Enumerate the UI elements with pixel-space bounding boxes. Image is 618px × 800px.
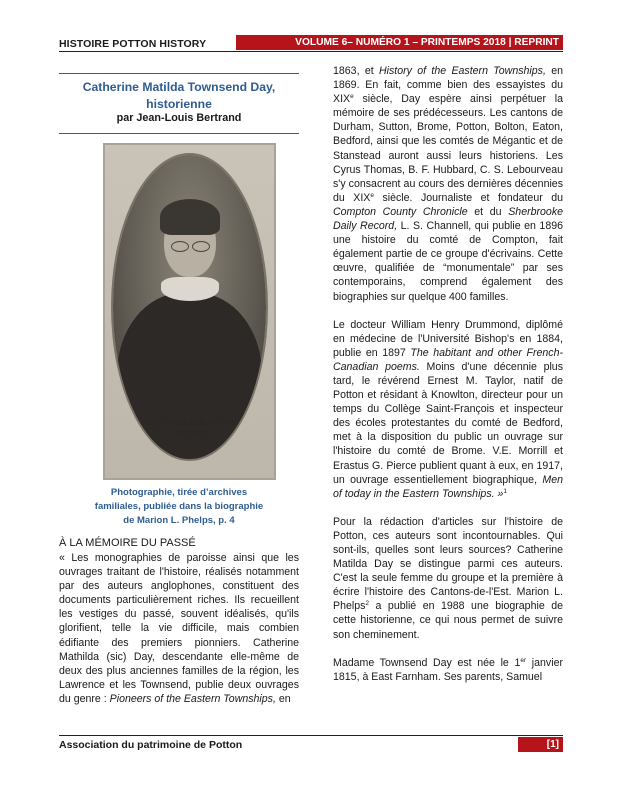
- portrait-photo: [103, 143, 276, 480]
- right-paragraph-3: Pour la rédaction d'articles sur l'histoire de Potton, ces auteurs sont incontournables. Qui sont-ils, quelles sont leurs sources? Catherine Matilda Day se distingue parmi ces auteurs. C'est la seule femme du groupe et la première à écrire l'histoire des Cantons-de-l'Est. Marion L. Phelps$^2$ a publié en 1988 une biographie de cette historienne, ce qui nous permet de suivre son cheminement.: [333, 515, 563, 641]
- figure-caption-line-3: de Marion L. Phelps, p. 4: [123, 514, 235, 526]
- photo-inscription-years: 1815-1899: [175, 430, 204, 437]
- footer-publisher: Association du patrimoine de Potton: [59, 739, 243, 751]
- figure-caption: [59, 486, 299, 527]
- right-column-text: [333, 64, 563, 698]
- running-header-issue: VOLUME 6– NUMÉRO 1 – PRINTEMPS 2018 | REPRINT: [236, 35, 563, 50]
- right-paragraph-4: Madame Townsend Day est née le 1er janvier 1815, à East Farnham. Ses parents, Samuel: [333, 656, 564, 683]
- title-bottom-rule: [59, 133, 299, 134]
- page-number: [1]: [518, 737, 563, 752]
- left-column-text: [59, 551, 299, 720]
- portrait-oval: [113, 155, 266, 459]
- article-author: par Jean-Louis Bertrand: [116, 112, 242, 124]
- header-divider: [59, 51, 563, 52]
- title-top-rule: [59, 73, 299, 74]
- section-heading: À LA MÉMOIRE DU PASSÉ: [59, 537, 196, 549]
- figure-caption-line-1: Photographie, tirée d’archives: [110, 487, 248, 498]
- article-title-line-2: historienne: [146, 97, 212, 111]
- footer-divider: [59, 735, 563, 736]
- portrait-glasses: [169, 241, 211, 251]
- article-title: [59, 79, 299, 113]
- figure-caption-line-2: familiales, publiée dans la biographie: [94, 500, 264, 512]
- right-paragraph-1: 1863, et History of the Eastern Townships, en 1869. En fait, comme bien des essayistes du XIXe siècle, Day espère ainsi perpétuer la mémoire de ses prédécesseurs. Les cantons de Durham, Sutton, Brome, Potton, Bolton, Eaton, Bedford, ainsi que les comtés de Mégantic et de Stanstead auront aussi leurs historiens. Les Cyrus Thomas, B. F. Hubbard, C. S. Lebourveau s'y consacrent au cours des dernières décennies du XIXe siècle. Journaliste et fondateur du Compton County Chronicle et du Sherbrooke Daily Record, L. S. Channell, qui publie en 1896 une histoire du comté de Compton, fait également partie de ce groupe d'écrivains. Cette œuvre, qualifiée de “monumentale” par ses contemporains, comprend également des biographies sur quelque 400 familles.: [333, 65, 564, 303]
- article-title-line-1: Catherine Matilda Townsend Day,: [82, 80, 276, 94]
- left-paragraph-1: « Les monographies de paroisse ainsi que les ouvrages traitant de l'histoire, réalisés notamment par des auteurs anglophones, constituent des documents particulièrement riches. Ils recueillent les vestiges du passé, souvent idéalisés, qu'ils glorifient, telle la vie difficile, mais combien édifiante des premiers pionniers. Catherine Mathilda (sic) Day, descendante elle-même de deux des plus anciennes familles de la région, les Lawrence et les Townsend, publie deux ouvrages du genre : Pioneers of the Eastern Townships, en: [59, 552, 299, 705]
- portrait-hair: [160, 199, 220, 235]
- portrait-collar: [161, 277, 219, 301]
- right-paragraph-2: Le docteur William Henry Drummond, diplômé en médecine de l'Université Bishop's en 1884, publie en 1897 The habitant and other French-Canadian poems. Moins d'une décennie plus tard, le révérend Ernest M. Taylor, natif de Potton et résidant à Knowlton, directeur pour un temps du Collège Saint-François et inspecteur des écoles protestantes du comté de Bedford, met à la disposition du public un ouvrage sur l'histoire du comté de Brome. V.E. Morrill et Erastus G. Pierce publient quant à eux, en 1917, un ouvrage essentiellement biographique, Men of today in the Eastern Townships. »$^1$: [333, 318, 563, 500]
- photo-inscription-name: MRS. CATHERINE M. DAY: [142, 418, 237, 427]
- running-header-title: HISTOIRE POTTON HISTORY: [59, 38, 207, 50]
